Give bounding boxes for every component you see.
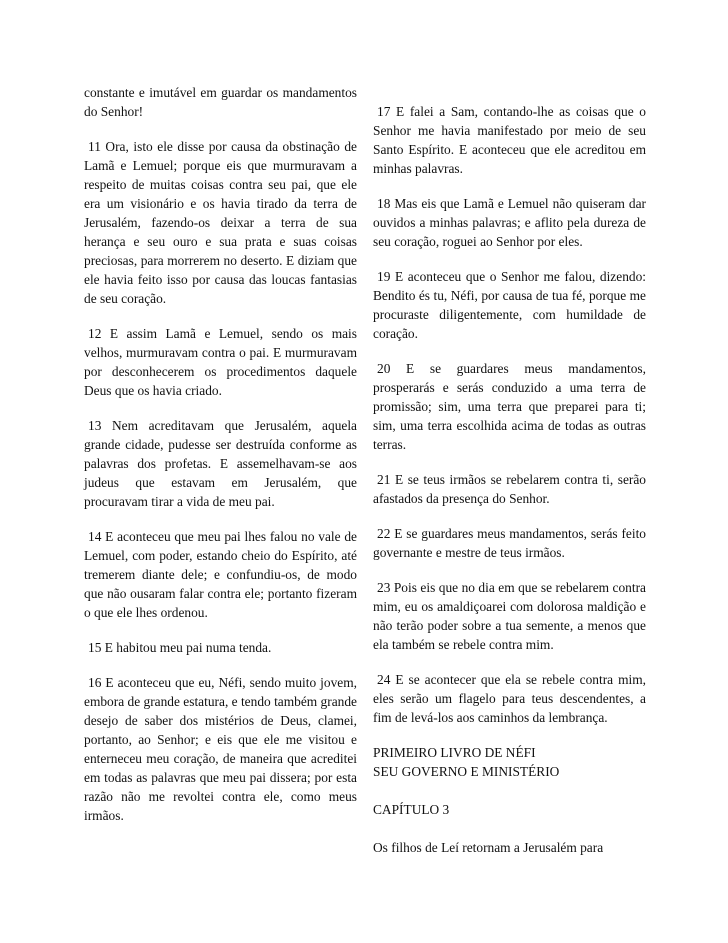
verse-16: 16 E aconteceu que eu, Néfi, sendo muito jovem, embora de grande estatura, e tendo também grande desejo de saber dos mistérios de Deus, clamei, portanto, ao Senhor; e eis que ele me visitou e enterneceu meu coração, de maneira que acreditei em todas as palavras que meu pai dissera; por esta razão não me revoltei contra ele, como meus irmãos. — [84, 675, 357, 823]
verse-17: 17 E falei a Sam, contando-lhe as coisas que o Senhor me havia manifestado por meio de seu Santo Espírito. E aconteceu que ele acreditou em minhas palavras. — [373, 104, 646, 176]
chapter-heading: CAPÍTULO 3 — [373, 802, 450, 817]
verse-15: 15 E habitou meu pai numa tenda. — [88, 640, 272, 655]
left-column — [84, 83, 357, 841]
verse-23: 23 Pois eis que no dia em que se rebelarem contra mim, eu os amaldiçoarei com dolorosa maldição e não terão poder sobre a tua semente, a menos que ela também se rebele contra mim. — [373, 580, 646, 652]
chapter-summary: Os filhos de Leí retornam a Jerusalém para — [373, 840, 604, 855]
verse-20: 20 E se guardares meus mandamentos, prosperarás e serás conduzido a uma terra de promissão; sim, uma terra que preparei para ti; sim, uma terra escolhida acima de todas as outras terras. — [373, 361, 646, 452]
verse-22: 22 E se guardares meus mandamentos, serás feito governante e mestre de teus irmãos. — [373, 526, 646, 560]
verse-13: 13 Nem acreditavam que Jerusalém, aquela grande cidade, pudesse ser destruída conforme as palavras dos profetas. E assemelhavam-se aos judeus que estavam em Jerusalém, que procuravam tirar a vida de meu pai. — [84, 418, 357, 509]
verse-18: 18 Mas eis que Lamã e Lemuel não quiseram dar ouvidos a minhas palavras; e aflito pela dureza de seu coração, roguei ao Senhor por eles. — [373, 196, 646, 249]
paragraph-continuation: constante e imutável em guardar os mandamentos do Senhor! — [84, 85, 357, 119]
verse-24: 24 E se acontecer que ela se rebele contra mim, eles serão um flagelo para teus descendentes, a fim de levá-los aos caminhos da lembrança. — [373, 672, 646, 725]
verse-14: 14 E aconteceu que meu pai lhes falou no vale de Lemuel, com poder, estando cheio do Espírito, até tremerem diante dele; e confundiu-os, de modo que não ousaram falar contra ele; portanto fizeram o que ele lhes ordenou. — [84, 529, 357, 620]
verse-19: 19 E aconteceu que o Senhor me falou, dizendo: Bendito és tu, Néfi, por causa de tua fé, porque me procuraste diligentemente, com humildade de coração. — [373, 269, 646, 341]
verse-21: 21 E se teus irmãos se rebelarem contra ti, serão afastados da presença do Senhor. — [373, 472, 646, 506]
verse-12: 12 E assim Lamã e Lemuel, sendo os mais velhos, murmuravam contra o pai. E murmuravam por desconhecerem os procedimentos daquele Deus que os havia criado. — [84, 326, 357, 398]
book-title-line-2: SEU GOVERNO E MINISTÉRIO — [373, 764, 560, 779]
heading-gap — [373, 781, 646, 800]
column-top-gap — [373, 83, 646, 102]
book-title-line-1: PRIMEIRO LIVRO DE NÉFI — [373, 745, 536, 760]
right-column — [373, 83, 646, 857]
chapter-gap — [373, 819, 646, 838]
verse-11: 11 Ora, isto ele disse por causa da obstinação de Lamã e Lemuel; porque eis que murmuravam a respeito de muitas coisas contra seu pai, que ele era um visionário e os havia tirado da terra de Jerusalém, fazendo-os deixar a terra de sua herança e seu ouro e sua prata e suas coisas preciosas, para morrerem no deserto. E diziam que ele havia feito isso por causa das loucas fantasias de seu coração. — [84, 139, 357, 306]
